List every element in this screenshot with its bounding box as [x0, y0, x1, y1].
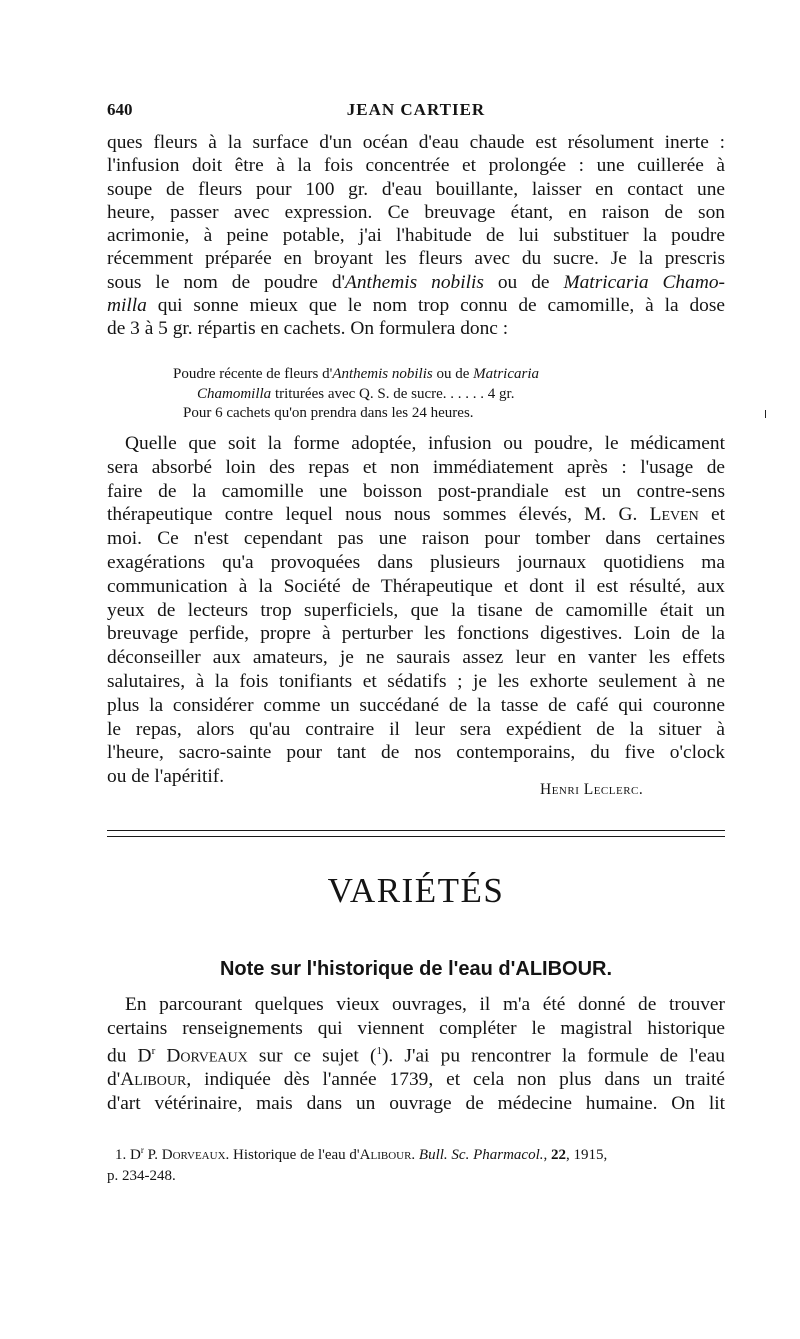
text-run: sous le nom de poudre d': [107, 271, 346, 293]
text-line: déconseiller aux amateurs, je ne saurais assez leur en vanter les effets: [107, 647, 725, 669]
paragraph-infusion: [107, 131, 725, 341]
text-line: yeux de lecteurs trop superficiels, que la tisane de camomille était un: [107, 599, 725, 621]
text-line: l'heure, sacro-sainte pour tant de nos contemporains, du five o'clock: [107, 742, 725, 764]
margin-mark: [765, 410, 766, 418]
running-header: [107, 100, 725, 124]
footnote: [107, 1140, 725, 1187]
text-run: sur ce sujet (: [247, 1045, 377, 1067]
latin-name: Anthemis nobilis: [345, 271, 484, 293]
text-line: [107, 271, 725, 294]
text-line: sera absorbé loin des repas et non immédiatement après : l'usage de: [107, 456, 725, 478]
text-run: ,: [543, 1147, 551, 1163]
text-line: [107, 1040, 725, 1068]
formula-line: [107, 385, 725, 405]
author-name: Dorveaux: [166, 1045, 248, 1067]
latin-name: Matricaria: [473, 366, 539, 382]
formula-line: Pour 6 cachets qu'on prendra dans les 24 heures.: [183, 405, 474, 421]
person-name: Alibour: [359, 1147, 412, 1163]
text-run: P.: [143, 1147, 162, 1163]
footnote-reference[interactable]: 1: [376, 1045, 382, 1058]
text-line: acrimonie, à peine potable, j'ai l'habitude de lui substituer la poudre: [107, 225, 725, 247]
text-line: ques fleurs à la surface d'un océan d'eau chaude est résolument inerte :: [107, 132, 725, 153]
superscript: r: [140, 1145, 144, 1155]
text-line: faire de la camomille une boisson post-prandiale est un contre-sens: [107, 480, 725, 502]
text-run: 1. D: [115, 1147, 141, 1163]
latin-name: milla: [107, 295, 147, 317]
text-line: plus la considérer comme un succédané de la tasse de café qui couronne: [107, 694, 725, 716]
formula-line: [107, 365, 725, 385]
text-run: ou de: [483, 271, 564, 293]
paragraph-usage: [107, 432, 725, 789]
text-run: , indiquée dès l'année 1739, et cela non plus dans un traité: [186, 1069, 725, 1091]
text-run: Poudre récente de fleurs d': [173, 366, 333, 382]
journal-name: Bull. Sc. Pharmacol.: [418, 1147, 544, 1163]
text-line: ou de l'apéritif.: [107, 766, 225, 788]
running-title: JEAN CARTIER: [346, 100, 486, 119]
text-run: et: [698, 504, 726, 526]
text-run: d': [107, 1069, 121, 1091]
text-line: En parcourant quelques vieux ouvrages, il m'a été donné de trouver: [125, 994, 725, 1015]
text-run: ou de: [432, 366, 474, 382]
article-title: Note sur l'historique de l'eau d'ALIBOUR.: [219, 958, 613, 980]
text-line: certains renseignements qui viennent compléter le magistral historique: [107, 1017, 725, 1039]
text-run: [155, 1046, 166, 1067]
text-line: le repas, alors qu'au contraire il leur sera expédient de la situer à: [107, 718, 725, 740]
text-line: d'art vétérinaire, mais dans un ouvrage de médecine humaine. On lit: [107, 1092, 725, 1114]
latin-name: Chamomilla: [197, 385, 272, 402]
paragraph-alibour: [107, 993, 725, 1115]
text-run: thérapeutique contre lequel nous nous sommes élevés, M. G.: [107, 504, 650, 526]
text-run: qui sonne mieux que le nom trop connu de camomille, à la dose: [146, 295, 725, 317]
text-run: triturées avec Q. S. de sucre. . . . . . 4 gr.: [271, 385, 515, 402]
volume-number: 22: [551, 1147, 566, 1163]
superscript: r: [151, 1045, 156, 1058]
footnote-line: p. 234-248.: [107, 1168, 176, 1184]
text-run: . Historique de l'eau d': [225, 1147, 360, 1163]
text-line: l'infusion doit être à la fois concentrée et prolongée : une cuillerée à: [107, 155, 725, 177]
section-divider: [107, 830, 725, 831]
section-divider: [107, 836, 725, 837]
text-line: récemment préparée en broyant les fleurs avec du sucre. Je la prescris: [107, 248, 725, 270]
text-line: exagérations qu'a provoquées dans plusieurs journaux quotidiens ma: [107, 551, 725, 573]
text-run: ). J'ai pu rencontrer la formule de l'eau: [381, 1045, 725, 1067]
text-line: Quelle que soit la forme adoptée, infusion ou poudre, le médicament: [125, 433, 725, 454]
text-line: [107, 294, 725, 317]
latin-name: Matricaria Chamo-: [563, 271, 725, 293]
section-title: VARIÉTÉS: [327, 871, 505, 910]
author-name: Dorveaux: [161, 1147, 226, 1163]
latin-name: Anthemis nobilis: [332, 366, 433, 382]
text-line: [107, 503, 725, 527]
text-run: , 1915,: [566, 1147, 608, 1163]
text-run: du D: [107, 1045, 152, 1067]
author-signature: Henri Leclerc.: [540, 781, 644, 798]
text-run: .: [411, 1147, 419, 1163]
text-line: heure, passer avec expression. Ce breuvage étant, en raison de son: [107, 201, 725, 223]
text-line: [107, 1068, 725, 1092]
prescription-formula: [107, 365, 725, 424]
text-line: salutaires, à la fois tonifiants et sédatifs ; je les exhorte seulement à ne: [107, 670, 725, 692]
author-name: Leven: [649, 504, 699, 526]
page-number: 640: [107, 100, 133, 119]
text-line: de 3 à 5 gr. répartis en cachets. On formulera donc :: [107, 318, 509, 340]
text-line: communication à la Société de Thérapeutique et dont il est résulté, aux: [107, 575, 725, 597]
text-line: soupe de fleurs pour 100 gr. d'eau bouillante, laisser en contact une: [107, 178, 725, 200]
text-line: moi. Ce n'est cependant pas une raison pour tomber dans certaines: [107, 528, 725, 550]
footnote-line: [107, 1140, 725, 1166]
text-line: breuvage perfide, propre à perturber les fonctions digestives. Loin de la: [107, 623, 725, 645]
person-name: Alibour: [120, 1069, 187, 1091]
